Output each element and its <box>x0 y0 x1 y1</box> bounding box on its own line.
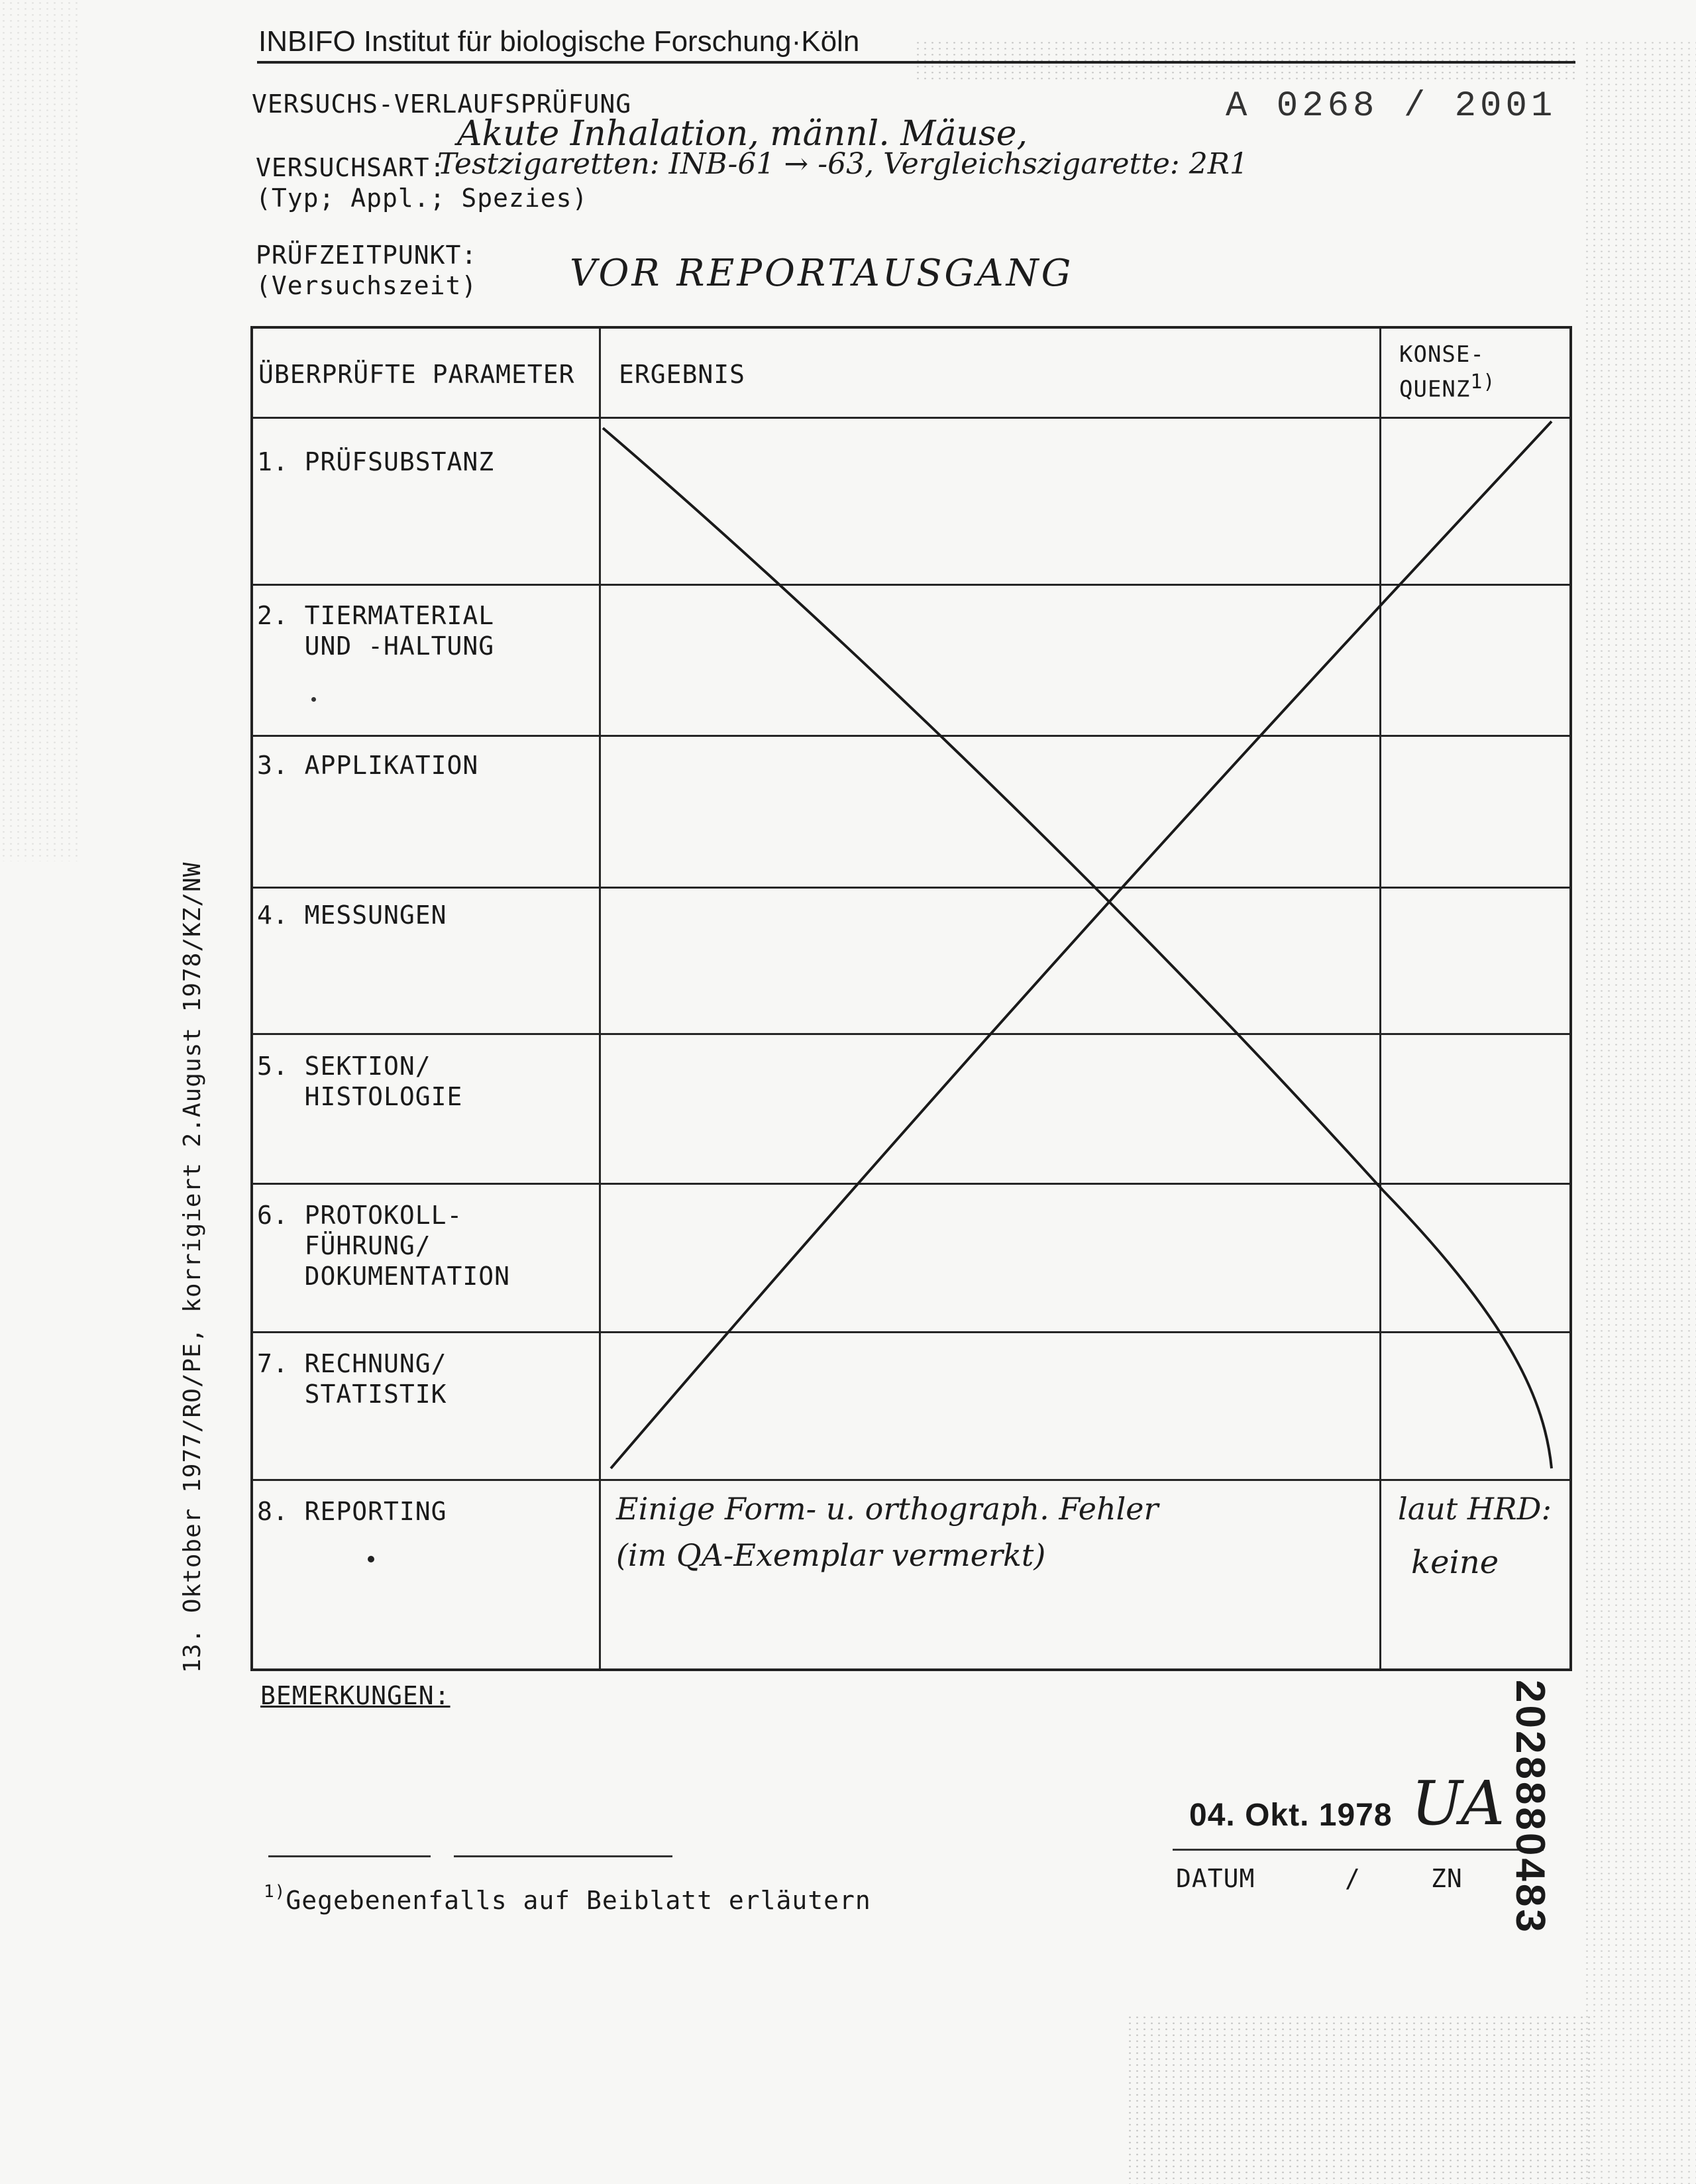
header-rule <box>257 61 1575 64</box>
versuchsart-label: VERSUCHSART: <box>256 153 446 182</box>
date-stamp: 04. Okt. 1978 <box>1189 1798 1393 1833</box>
batch-number: 2028880483 <box>1507 1680 1553 1935</box>
zn-label: ZN <box>1431 1864 1463 1893</box>
pruefzeitpunkt-label: PRÜFZEITPUNKT: <box>256 241 478 270</box>
row-label-messungen: 4. MESSUNGEN <box>257 901 447 930</box>
reporting-result-line1: Einige Form- u. orthograph. Fehler <box>616 1491 1159 1527</box>
ink-dot <box>368 1556 374 1562</box>
institute-header: INBIFO Institut für biologische Forschung·Köln <box>258 25 860 58</box>
row-label-rechnung: 7. RECHNUNG/ STATISTIK <box>257 1349 447 1409</box>
scan-noise-top <box>914 40 1577 80</box>
pruefzeitpunkt-value: VOR REPORTAUSGANG <box>570 252 1074 295</box>
row-label-protokoll: 6. PROTOKOLL- FÜHRUNG/ DOKUMENTATION <box>257 1201 511 1291</box>
form-title: VERSUCHS-VERLAUFSPRÜFUNG <box>252 89 632 119</box>
reporting-konsequenz-line1: laut HRD: <box>1398 1491 1552 1527</box>
side-revision-note: 13. Oktober 1977/RO/PE, korrigiert 2.August 1978/KZ/NW <box>179 861 206 1673</box>
footnote-rule <box>454 1855 672 1857</box>
row-label-reporting: 8. REPORTING <box>257 1497 447 1526</box>
row-label-sektion: 5. SEKTION/ HISTOLOGIE <box>257 1052 463 1111</box>
konsequenz-footnote-ref: 1) <box>1470 370 1496 394</box>
versuchsart-value-line1: Akute Inhalation, männl. Mäuse, <box>457 114 1028 154</box>
signature-rule <box>1173 1849 1544 1851</box>
document-number: A 0268 / 2001 <box>1226 86 1557 127</box>
pruefzeitpunkt-sublabel: (Versuchszeit) <box>256 271 478 300</box>
footnote-marker: 1) <box>264 1882 286 1902</box>
signature-initials: UA <box>1411 1768 1505 1839</box>
column-header-ergebnis: ERGEBNIS <box>619 360 746 389</box>
scan-noise-left <box>0 0 80 861</box>
row-label-applikation: 3. APPLIKATION <box>257 751 479 780</box>
strike-through-x-mark <box>253 329 1575 1674</box>
row-label-pruefsubstanz: 1. PRÜFSUBSTANZ <box>257 447 495 476</box>
datum-label: DATUM <box>1176 1864 1255 1893</box>
reporting-result-line2: (im QA-Exemplar vermerkt) <box>616 1537 1046 1573</box>
konsequenz-line1: KONSE- <box>1399 341 1485 368</box>
column-header-parameter: ÜBERPRÜFTE PARAMETER <box>258 360 575 389</box>
datum-zn-separator: / <box>1345 1864 1361 1893</box>
versuchsart-value-line2: Testzigaretten: INB-61 → -63, Vergleichszigarette: 2R1 <box>437 147 1248 181</box>
footnote <box>264 1877 871 1916</box>
konsequenz-line2: QUENZ <box>1399 376 1471 403</box>
parameter-table <box>250 326 1572 1671</box>
remarks-label: BEMERKUNGEN: <box>260 1681 450 1710</box>
footnote-rule <box>268 1855 431 1857</box>
scan-noise-right <box>1583 40 1696 2184</box>
x-stroke-2 <box>611 421 1552 1468</box>
reporting-konsequenz-line2: keine <box>1411 1544 1499 1581</box>
versuchsart-sublabel: (Typ; Appl.; Spezies) <box>256 184 588 213</box>
row-label-tiermaterial: 2. TIERMATERIAL UND -HALTUNG <box>257 601 495 661</box>
footnote-text: Gegebenenfalls auf Beiblatt erläutern <box>286 1886 871 1915</box>
scan-noise-bottom <box>1126 2014 1590 2184</box>
ink-dot <box>311 697 316 702</box>
